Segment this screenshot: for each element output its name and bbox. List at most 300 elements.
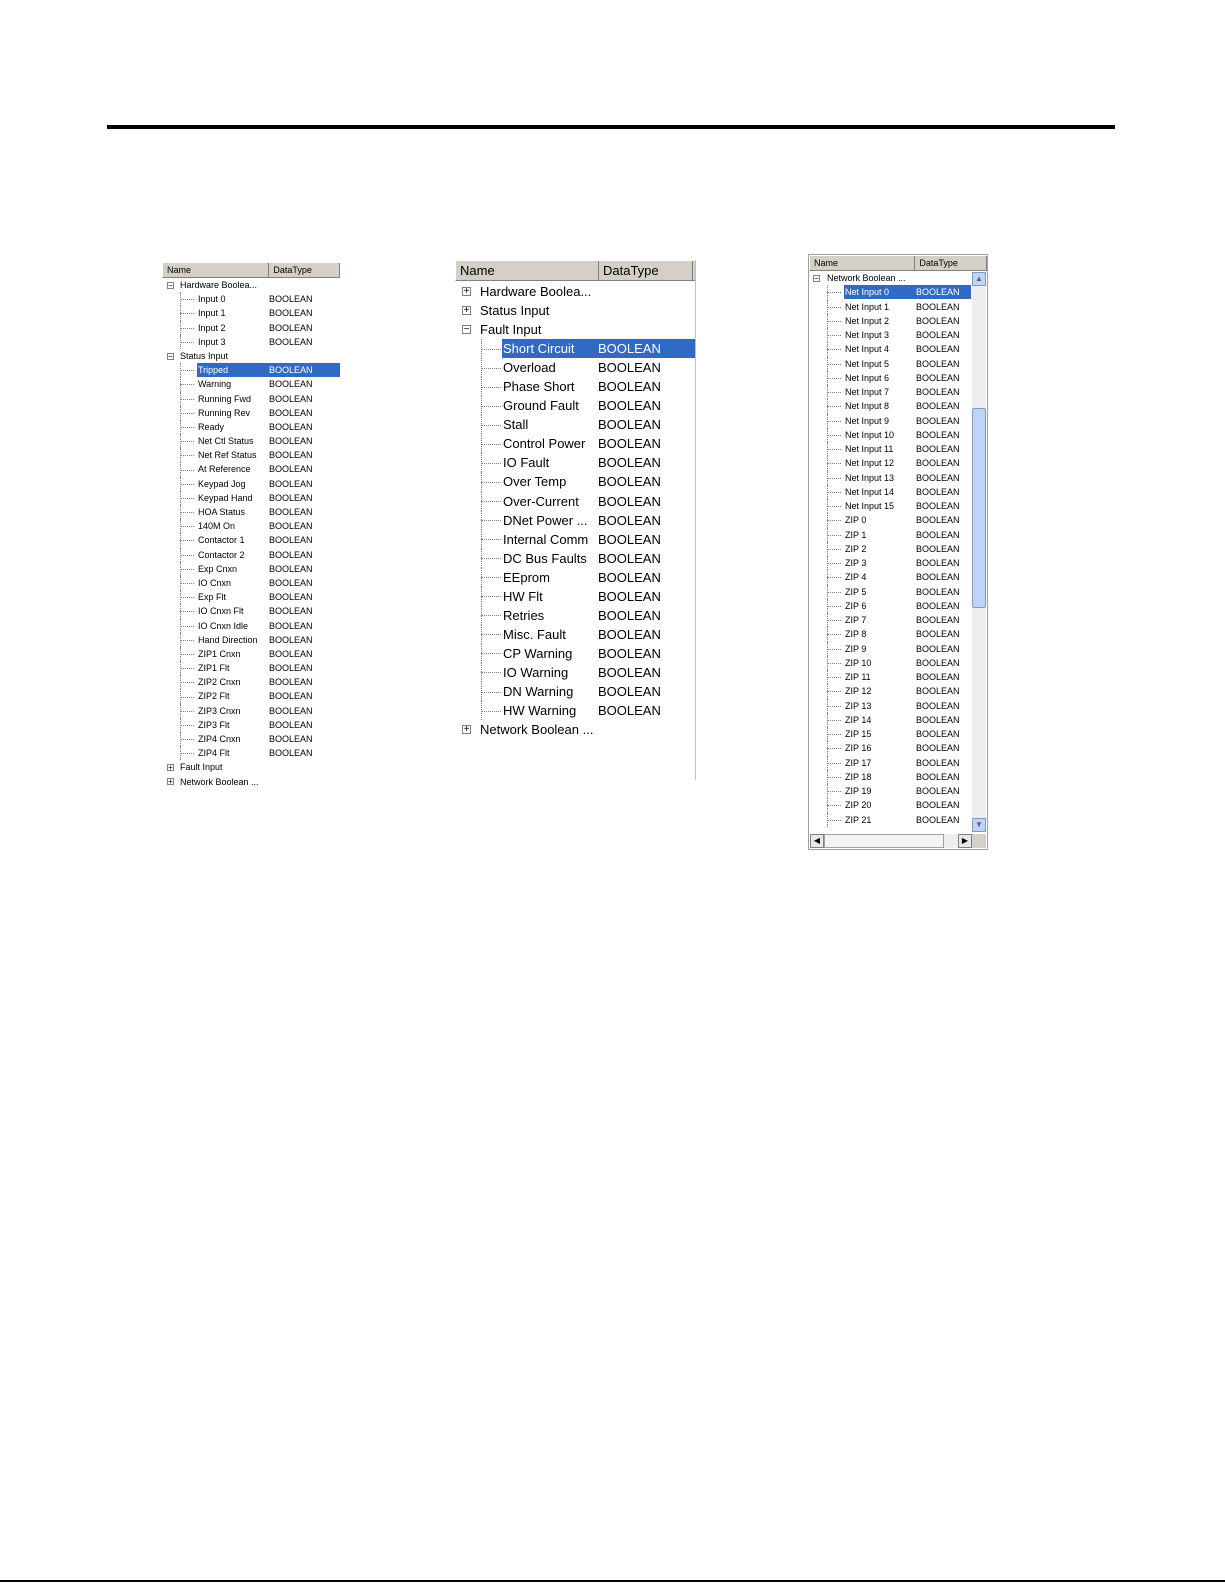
tree-group-node[interactable] — [162, 775, 340, 789]
datatype-value: BOOLEAN — [269, 464, 313, 475]
tree-node-label: ZIP 15 — [845, 729, 872, 739]
tree-connector-line — [180, 697, 194, 698]
tree-node-label: Input 0 — [198, 294, 226, 305]
datatype-value: BOOLEAN — [916, 429, 960, 440]
tree-leaf-node[interactable] — [809, 485, 971, 499]
tree-connector-line — [481, 596, 501, 597]
tree-node-label: Net Input 13 — [845, 472, 895, 483]
tree-leaf-node[interactable] — [455, 492, 695, 511]
tree-leaf-node[interactable] — [162, 363, 340, 377]
datatype-value: BOOLEAN — [598, 626, 661, 642]
tree-rows — [162, 278, 340, 789]
tree-connector-line — [481, 482, 501, 483]
scroll-thumb[interactable] — [972, 408, 986, 608]
datatype-value: BOOLEAN — [916, 714, 960, 725]
tree-connector-line — [481, 558, 501, 559]
datatype-value: BOOLEAN — [269, 450, 313, 461]
datatype-value: BOOLEAN — [916, 501, 960, 511]
tree-connector-line — [180, 313, 194, 314]
tree-connector-line — [827, 606, 841, 607]
tree-leaf-node[interactable] — [162, 704, 340, 718]
tree-leaf-node[interactable] — [809, 727, 971, 741]
tree-leaf-node[interactable] — [809, 542, 971, 556]
tree-node-label: Input 1 — [198, 308, 226, 319]
tree-connector-line — [180, 540, 194, 541]
tree-leaf-node[interactable] — [162, 292, 340, 306]
column-header — [162, 262, 340, 278]
tree-connector-line — [180, 569, 194, 570]
tree-connector-line — [481, 539, 501, 540]
tree-leaf-node[interactable] — [809, 684, 971, 698]
datatype-value: BOOLEAN — [269, 336, 313, 347]
tree-leaf-node[interactable] — [162, 661, 340, 675]
tree-connector-line — [827, 663, 841, 664]
tree-leaf-node[interactable] — [809, 613, 971, 627]
datatype-value: BOOLEAN — [268, 363, 340, 377]
tree-connector-line — [827, 449, 841, 450]
tree-leaf-node[interactable] — [809, 670, 971, 684]
scroll-up-button[interactable]: ▲ — [972, 272, 986, 286]
tree-leaf-node[interactable] — [809, 699, 971, 713]
tree-node-label: Net Input 6 — [845, 372, 890, 383]
tree-node-label: Retries — [503, 607, 545, 623]
tree-leaf-node[interactable] — [455, 625, 695, 644]
tree-leaf-node[interactable] — [162, 576, 340, 590]
tree-node-label: HOA Status — [198, 507, 246, 517]
tree-group-node[interactable] — [455, 282, 695, 301]
name-column-header[interactable]: Name — [456, 261, 599, 280]
tree-node-label: ZIP 3 — [845, 558, 867, 568]
tree-leaf-node[interactable] — [455, 663, 695, 682]
tree-leaf-node[interactable] — [809, 627, 971, 641]
tree-leaf-node[interactable] — [162, 448, 340, 462]
name-column-header[interactable]: Name — [810, 256, 915, 270]
tree-leaf-node[interactable] — [162, 533, 340, 547]
datatype-value: BOOLEAN — [269, 677, 313, 688]
tree-leaf-node[interactable] — [162, 477, 340, 491]
tree-leaf-node[interactable] — [809, 314, 971, 328]
tree-node-label: Tripped — [197, 363, 270, 377]
datatype-value: BOOLEAN — [598, 493, 661, 509]
tree-node-label: Control Power — [503, 436, 586, 452]
tree-leaf-node[interactable] — [809, 513, 971, 527]
tree-node-label: Net Input 15 — [845, 501, 895, 511]
datatype-value: BOOLEAN — [598, 664, 661, 680]
tree-node-label: DNet Power ... — [503, 512, 588, 528]
tree-connector-line — [180, 370, 194, 371]
tree-leaf-node[interactable] — [162, 633, 340, 647]
tree-leaf-node[interactable] — [455, 358, 695, 377]
datatype-value: BOOLEAN — [916, 315, 960, 326]
tree-leaf-node[interactable] — [809, 328, 971, 342]
tree-leaf-node[interactable] — [809, 570, 971, 584]
tree-group-node[interactable] — [455, 720, 695, 739]
tree-node-label: IO Cnxn — [198, 577, 232, 588]
tree-connector-line — [827, 421, 841, 422]
tree-node-label: ZIP 6 — [845, 600, 867, 611]
tree-connector-line — [180, 342, 194, 343]
tree-connector-line — [180, 682, 194, 683]
datatype-value: BOOLEAN — [916, 529, 960, 540]
tree-leaf-node[interactable] — [162, 491, 340, 505]
tree-leaf-node[interactable] — [455, 530, 695, 549]
tree-connector-line — [180, 498, 194, 499]
tree-connector-line — [827, 734, 841, 735]
tree-leaf-node[interactable] — [809, 342, 971, 356]
datatype-value: BOOLEAN — [269, 648, 313, 659]
tree-leaf-node[interactable] — [455, 339, 695, 358]
tree-leaf-node[interactable] — [162, 406, 340, 420]
tree-node-label: Network Boolean ... — [480, 722, 594, 738]
tree-leaf-node[interactable] — [162, 590, 340, 604]
tree-connector-line — [180, 668, 194, 669]
tree-node-label: ZIP1 Flt — [198, 663, 230, 674]
horizontal-scroll-thumb[interactable] — [824, 834, 944, 848]
tree-node-label: ZIP 18 — [845, 771, 872, 782]
tree-connector-line — [827, 463, 841, 464]
tree-node-label: Exp Cnxn — [198, 563, 238, 574]
tree-node-label: Net Input 9 — [845, 415, 890, 426]
expand-icon[interactable]: + — [463, 724, 470, 736]
tree-leaf-node[interactable] — [809, 798, 971, 812]
tree-leaf-node[interactable] — [809, 428, 971, 442]
tree-node-label: ZIP2 Flt — [198, 691, 230, 702]
tree-connector-line — [827, 748, 841, 749]
tree-leaf-node[interactable] — [809, 285, 971, 299]
tree-connector-line — [827, 763, 841, 764]
horizontal-scrollbar[interactable] — [810, 834, 972, 848]
tree-leaf-node[interactable] — [809, 471, 971, 485]
scroll-down-button[interactable]: ▼ — [972, 818, 986, 832]
scroll-corner — [972, 834, 986, 848]
tree-leaf-node[interactable] — [809, 371, 971, 385]
tree-node-label: Running Rev — [198, 407, 251, 418]
datatype-value: BOOLEAN — [598, 398, 661, 414]
datatype-value: BOOLEAN — [269, 705, 313, 716]
tree-node-label: Internal Comm — [503, 531, 589, 547]
tree-node-label: HW Flt — [503, 588, 543, 604]
datatype-value: BOOLEAN — [916, 444, 960, 454]
tree-leaf-node[interactable] — [809, 585, 971, 599]
bottom-rule — [0, 1580, 1225, 1582]
datatype-value: BOOLEAN — [269, 691, 313, 702]
tree-leaf-node[interactable] — [162, 377, 340, 391]
datatype-value: BOOLEAN — [269, 492, 313, 503]
datatype-column-header[interactable]: DataType — [269, 263, 340, 277]
tree-connector-line — [180, 555, 194, 556]
tree-rows — [455, 282, 695, 739]
tree-leaf-node[interactable] — [162, 505, 340, 519]
tree-leaf-node[interactable] — [809, 528, 971, 542]
tree-node-label: Net Input 11 — [845, 444, 894, 454]
tree-connector-line — [827, 307, 841, 308]
tree-group-node[interactable] — [162, 278, 340, 292]
scroll-left-button[interactable]: ◀ — [810, 834, 824, 848]
collapse-icon[interactable]: − — [168, 280, 173, 290]
tree-connector-line — [827, 592, 841, 593]
collapse-icon[interactable]: − — [168, 351, 173, 361]
tree-leaf-node[interactable] — [809, 442, 971, 456]
tree-leaf-node[interactable] — [809, 499, 971, 513]
tree-leaf-node[interactable] — [162, 434, 340, 448]
datatype-value: BOOLEAN — [269, 634, 313, 645]
tree-node-label: Hardware Boolea... — [480, 284, 592, 299]
tree-node-label: Input 2 — [198, 322, 226, 333]
tree-leaf-node[interactable] — [162, 604, 340, 618]
tree-node-label: Overload — [503, 360, 556, 376]
tree-connector-line — [180, 654, 194, 655]
vertical-scrollbar[interactable] — [972, 272, 986, 832]
datatype-value: BOOLEAN — [269, 563, 313, 574]
datatype-value: BOOLEAN — [269, 719, 313, 730]
tree-connector-line — [180, 455, 194, 456]
tree-node-label: ZIP3 Flt — [198, 719, 230, 730]
tree-leaf-node[interactable] — [809, 399, 971, 413]
tree-leaf-node[interactable] — [809, 813, 971, 827]
tree-node-label: DC Bus Faults — [503, 550, 587, 566]
tree-connector-line — [827, 378, 841, 379]
tree-node-label: ZIP 1 — [845, 529, 867, 540]
datatype-value: BOOLEAN — [598, 550, 661, 566]
tree-leaf-node[interactable] — [455, 415, 695, 434]
datatype-value: BOOLEAN — [598, 512, 661, 528]
tree-leaf-node[interactable] — [809, 756, 971, 770]
tree-leaf-node[interactable] — [809, 741, 971, 755]
tree-leaf-node[interactable] — [455, 644, 695, 663]
datatype-value: BOOLEAN — [269, 535, 313, 546]
datatype-value: BOOLEAN — [598, 455, 661, 471]
datatype-value: BOOLEAN — [916, 558, 960, 568]
tree-group-node[interactable] — [162, 349, 340, 363]
tree-node-label: ZIP 2 — [845, 543, 867, 554]
tree-node-label: ZIP4 Flt — [198, 748, 230, 759]
tree-leaf-node[interactable] — [455, 511, 695, 530]
datatype-value: BOOLEAN — [916, 572, 960, 583]
tree-connector-line — [481, 425, 501, 426]
datatype-value: BOOLEAN — [916, 387, 960, 397]
datatype-value: BOOLEAN — [916, 515, 960, 526]
tree-leaf-node[interactable] — [162, 689, 340, 703]
tree-leaf-node[interactable] — [455, 472, 695, 491]
tree-node-label: Net Input 2 — [845, 315, 890, 326]
datatype-column-header[interactable]: DataType — [599, 261, 693, 280]
datatype-value: BOOLEAN — [916, 814, 960, 825]
tree-group-node[interactable] — [455, 301, 695, 320]
tree-connector-line — [180, 626, 194, 627]
datatype-value: BOOLEAN — [916, 401, 960, 412]
tree-node-label: Exp Flt — [198, 592, 227, 603]
tree-connector-line — [180, 328, 194, 329]
expand-icon[interactable]: + — [463, 286, 470, 298]
name-column-header[interactable]: Name — [163, 263, 269, 277]
tree-connector-line — [827, 706, 841, 707]
tree-node-label: IO Cnxn Flt — [198, 606, 244, 617]
tree-leaf-node[interactable] — [809, 642, 971, 656]
datatype-value: BOOLEAN — [916, 472, 960, 483]
datatype-value: BOOLEAN — [916, 786, 960, 796]
tree-leaf-node[interactable] — [162, 335, 340, 349]
tree-connector-line — [827, 720, 841, 721]
tree-leaf-node[interactable] — [455, 701, 695, 720]
datatype-value: BOOLEAN — [269, 748, 313, 759]
tree-node-label: At Reference — [198, 464, 251, 475]
tree-node-label: ZIP 9 — [845, 643, 867, 654]
datatype-value: BOOLEAN — [916, 657, 960, 668]
tree-node-label: Fault Input — [480, 322, 542, 338]
tree-node-label: Net Input 1 — [845, 301, 890, 312]
tree-node-label: ZIP 7 — [845, 615, 867, 625]
tree-node-label: Keypad Hand — [198, 492, 253, 503]
tree-leaf-node[interactable] — [455, 396, 695, 415]
datatype-value: BOOLEAN — [916, 600, 960, 611]
datatype-value: BOOLEAN — [916, 643, 960, 654]
tree-node-label: Misc. Fault — [503, 626, 566, 642]
tree-node-label: Hardware Boolea... — [180, 280, 258, 290]
tree-leaf-node[interactable] — [162, 321, 340, 335]
datatype-value: BOOLEAN — [916, 771, 960, 782]
tree-leaf-node[interactable] — [162, 392, 340, 406]
tree-node-label: IO Warning — [503, 664, 569, 680]
tree-connector-line — [827, 364, 841, 365]
tree-connector-line — [827, 492, 841, 493]
tree-leaf-node[interactable] — [162, 548, 340, 562]
tree-node-label: CP Warning — [503, 645, 573, 661]
tree-node-label: ZIP 17 — [845, 757, 872, 768]
tree-node-label: ZIP2 Cnxn — [198, 677, 241, 688]
scroll-right-button[interactable]: ▶ — [958, 834, 972, 848]
tree-connector-line — [180, 299, 194, 300]
tree-leaf-node[interactable] — [455, 568, 695, 587]
datatype-value: BOOLEAN — [598, 436, 661, 452]
tree-connector-line — [827, 520, 841, 521]
tree-group-node[interactable] — [162, 760, 340, 774]
expand-icon[interactable]: + — [168, 762, 173, 772]
datatype-value: BOOLEAN — [269, 577, 313, 588]
datatype-value: BOOLEAN — [597, 339, 695, 358]
datatype-value: BOOLEAN — [598, 607, 661, 623]
tree-connector-line — [481, 406, 501, 407]
tree-leaf-node[interactable] — [809, 656, 971, 670]
tree-leaf-node[interactable] — [162, 562, 340, 576]
tree-panel-fault-input — [455, 260, 696, 780]
tree-leaf-node[interactable] — [162, 732, 340, 746]
datatype-value: BOOLEAN — [598, 645, 661, 661]
tree-node-label: IO Cnxn Idle — [198, 620, 249, 631]
tree-connector-line — [180, 427, 194, 428]
tree-connector-line — [827, 649, 841, 650]
tree-node-label: ZIP 11 — [845, 672, 871, 682]
tree-node-label: Hand Direction — [198, 634, 258, 645]
datatype-value: BOOLEAN — [916, 615, 960, 625]
tree-leaf-node[interactable] — [809, 385, 971, 399]
tree-connector-line — [827, 691, 841, 692]
tree-leaf-node[interactable] — [809, 556, 971, 570]
tree-connector-line — [180, 526, 194, 527]
tree-leaf-node[interactable] — [162, 675, 340, 689]
datatype-value: BOOLEAN — [269, 421, 313, 432]
tree-node-label: DN Warning — [503, 683, 574, 699]
datatype-value: BOOLEAN — [916, 344, 960, 355]
datatype-column-header[interactable]: DataType — [915, 256, 987, 270]
tree-connector-line — [481, 615, 501, 616]
tree-group-node[interactable] — [809, 271, 971, 285]
tree-connector-line — [180, 413, 194, 414]
tree-node-label: ZIP 8 — [845, 629, 867, 640]
tree-leaf-node[interactable] — [809, 599, 971, 613]
datatype-value: BOOLEAN — [916, 757, 960, 768]
tree-connector-line — [481, 501, 501, 502]
tree-leaf-node[interactable] — [162, 519, 340, 533]
tree-leaf-node[interactable] — [162, 462, 340, 476]
tree-leaf-node[interactable] — [455, 377, 695, 396]
tree-node-label: ZIP 16 — [845, 743, 872, 754]
expand-icon[interactable]: + — [168, 777, 173, 787]
tree-node-label: Net Input 8 — [845, 401, 890, 412]
tree-node-label: Net Input 5 — [845, 358, 890, 369]
tree-leaf-node[interactable] — [809, 784, 971, 798]
datatype-value: BOOLEAN — [269, 436, 313, 447]
tree-node-label: ZIP 19 — [845, 786, 872, 796]
collapse-icon[interactable]: − — [814, 273, 819, 283]
datatype-value: BOOLEAN — [269, 606, 313, 617]
tree-connector-line — [481, 672, 501, 673]
tree-leaf-node[interactable] — [809, 456, 971, 470]
tree-connector-line — [827, 577, 841, 578]
tree-leaf-node[interactable] — [455, 549, 695, 568]
tree-node-label: Status Input — [480, 303, 550, 319]
tree-leaf-node[interactable] — [455, 434, 695, 453]
tree-leaf-node[interactable] — [162, 306, 340, 320]
collapse-icon[interactable]: − — [463, 324, 470, 336]
expand-icon[interactable]: + — [463, 305, 470, 317]
tree-leaf-node[interactable] — [162, 619, 340, 633]
tree-connector-line — [481, 349, 501, 350]
tree-leaf-node[interactable] — [455, 682, 695, 701]
tree-connector-line — [481, 387, 501, 388]
tree-leaf-node[interactable] — [809, 357, 971, 371]
datatype-value: BOOLEAN — [269, 592, 313, 603]
tree-group-node[interactable] — [455, 320, 695, 339]
tree-node-label: ZIP 10 — [845, 657, 872, 668]
tree-leaf-node[interactable] — [809, 300, 971, 314]
tree-connector-line — [180, 399, 194, 400]
tree-leaf-node[interactable] — [455, 453, 695, 472]
tree-leaf-node[interactable] — [455, 587, 695, 606]
tree-node-label: Net Input 4 — [845, 344, 890, 355]
tree-node-label: Over Temp — [503, 474, 567, 490]
tree-leaf-node[interactable] — [162, 420, 340, 434]
tree-leaf-node[interactable] — [162, 718, 340, 732]
datatype-value: BOOLEAN — [598, 569, 661, 585]
tree-connector-line — [827, 292, 841, 293]
tree-leaf-node[interactable] — [162, 746, 340, 760]
tree-leaf-node[interactable] — [455, 606, 695, 625]
tree-connector-line — [481, 444, 501, 445]
tree-leaf-node[interactable] — [809, 713, 971, 727]
tree-connector-line — [827, 506, 841, 507]
tree-node-label: ZIP 12 — [845, 686, 872, 697]
tree-connector-line — [827, 335, 841, 336]
tree-node-label: Over-Current — [503, 493, 579, 509]
tree-connector-line — [827, 634, 841, 635]
tree-node-label: Net Input 7 — [845, 387, 890, 397]
datatype-value: BOOLEAN — [269, 294, 313, 305]
tree-node-label: Net Input 12 — [845, 458, 895, 469]
tree-leaf-node[interactable] — [809, 414, 971, 428]
datatype-value: BOOLEAN — [598, 588, 661, 604]
tree-leaf-node[interactable] — [809, 770, 971, 784]
tree-leaf-node[interactable] — [162, 647, 340, 661]
